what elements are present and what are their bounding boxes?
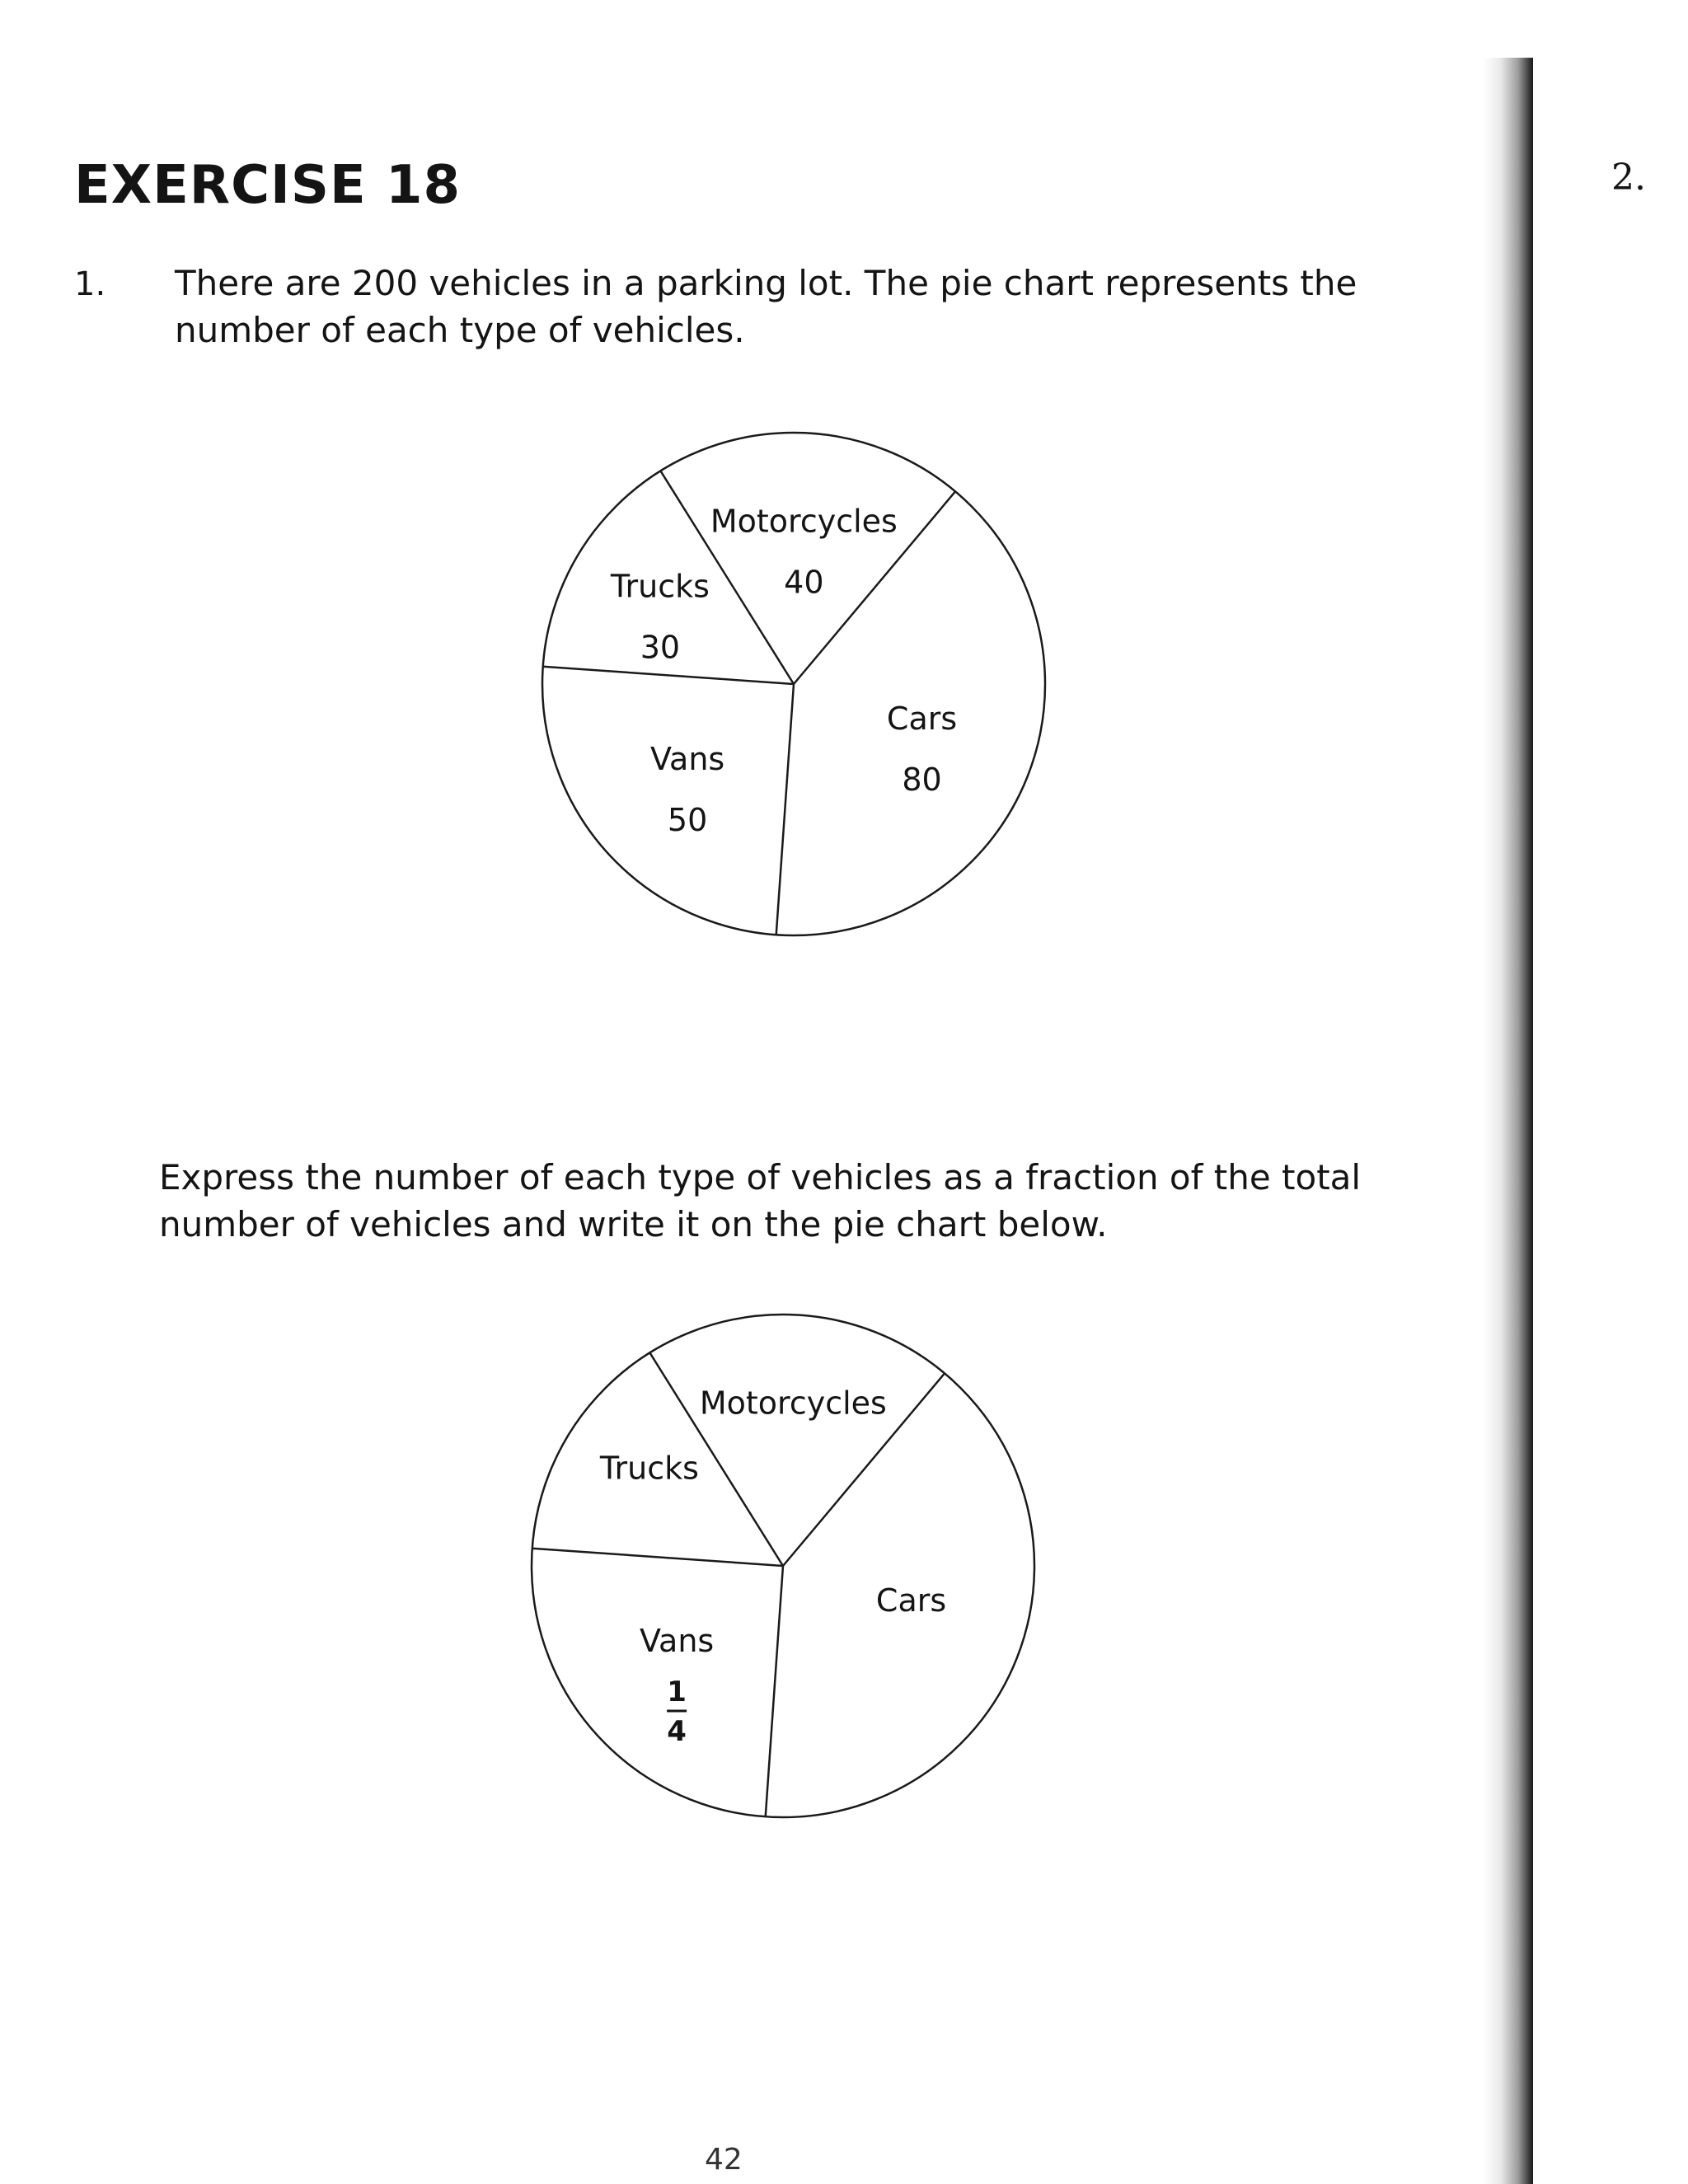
pie-label-motorcycles: Motorcycles (710, 503, 898, 540)
pie-slice-vans (532, 1549, 783, 1817)
question-instruction-text: Express the number of each type of vehicles as a fraction of the total number of vehicles and write it on the pie chart below. (159, 1157, 1362, 1244)
page-number: 42 (705, 2143, 743, 2177)
pie-slice-vans (542, 667, 794, 935)
pie-value-trucks: 30 (640, 629, 681, 666)
pie-label-cars: Cars (886, 700, 958, 737)
pie-label-motorcycles: Motorcycles (699, 1385, 887, 1422)
pie-chart-2 (532, 1315, 1034, 1817)
pie-label-vans: Vans (639, 1623, 715, 1660)
pie-label-vans: Vans (649, 741, 725, 778)
pie-value-motorcycles: 40 (784, 564, 824, 601)
pie-value-cars: 80 (902, 761, 942, 798)
next-page-question-number: 2. (1611, 157, 1646, 199)
pie-label-cars: Cars (875, 1582, 947, 1619)
pie-chart-1 (542, 433, 1045, 935)
pie-label-trucks: Trucks (599, 1450, 699, 1487)
pie-label-trucks: Trucks (610, 568, 710, 605)
question-number: 1. (74, 265, 106, 303)
pie-value-vans: 50 (667, 802, 708, 839)
fraction-denominator: 4 (667, 1715, 687, 1749)
fraction-numerator: 1 (667, 1675, 687, 1709)
pie-fraction-vans (667, 1675, 687, 1748)
question-intro-text: There are 200 vehicles in a parking lot. The pie chart represents the number of each type of vehicles. (175, 263, 1357, 350)
exercise-heading: EXERCISE 18 (74, 155, 461, 216)
